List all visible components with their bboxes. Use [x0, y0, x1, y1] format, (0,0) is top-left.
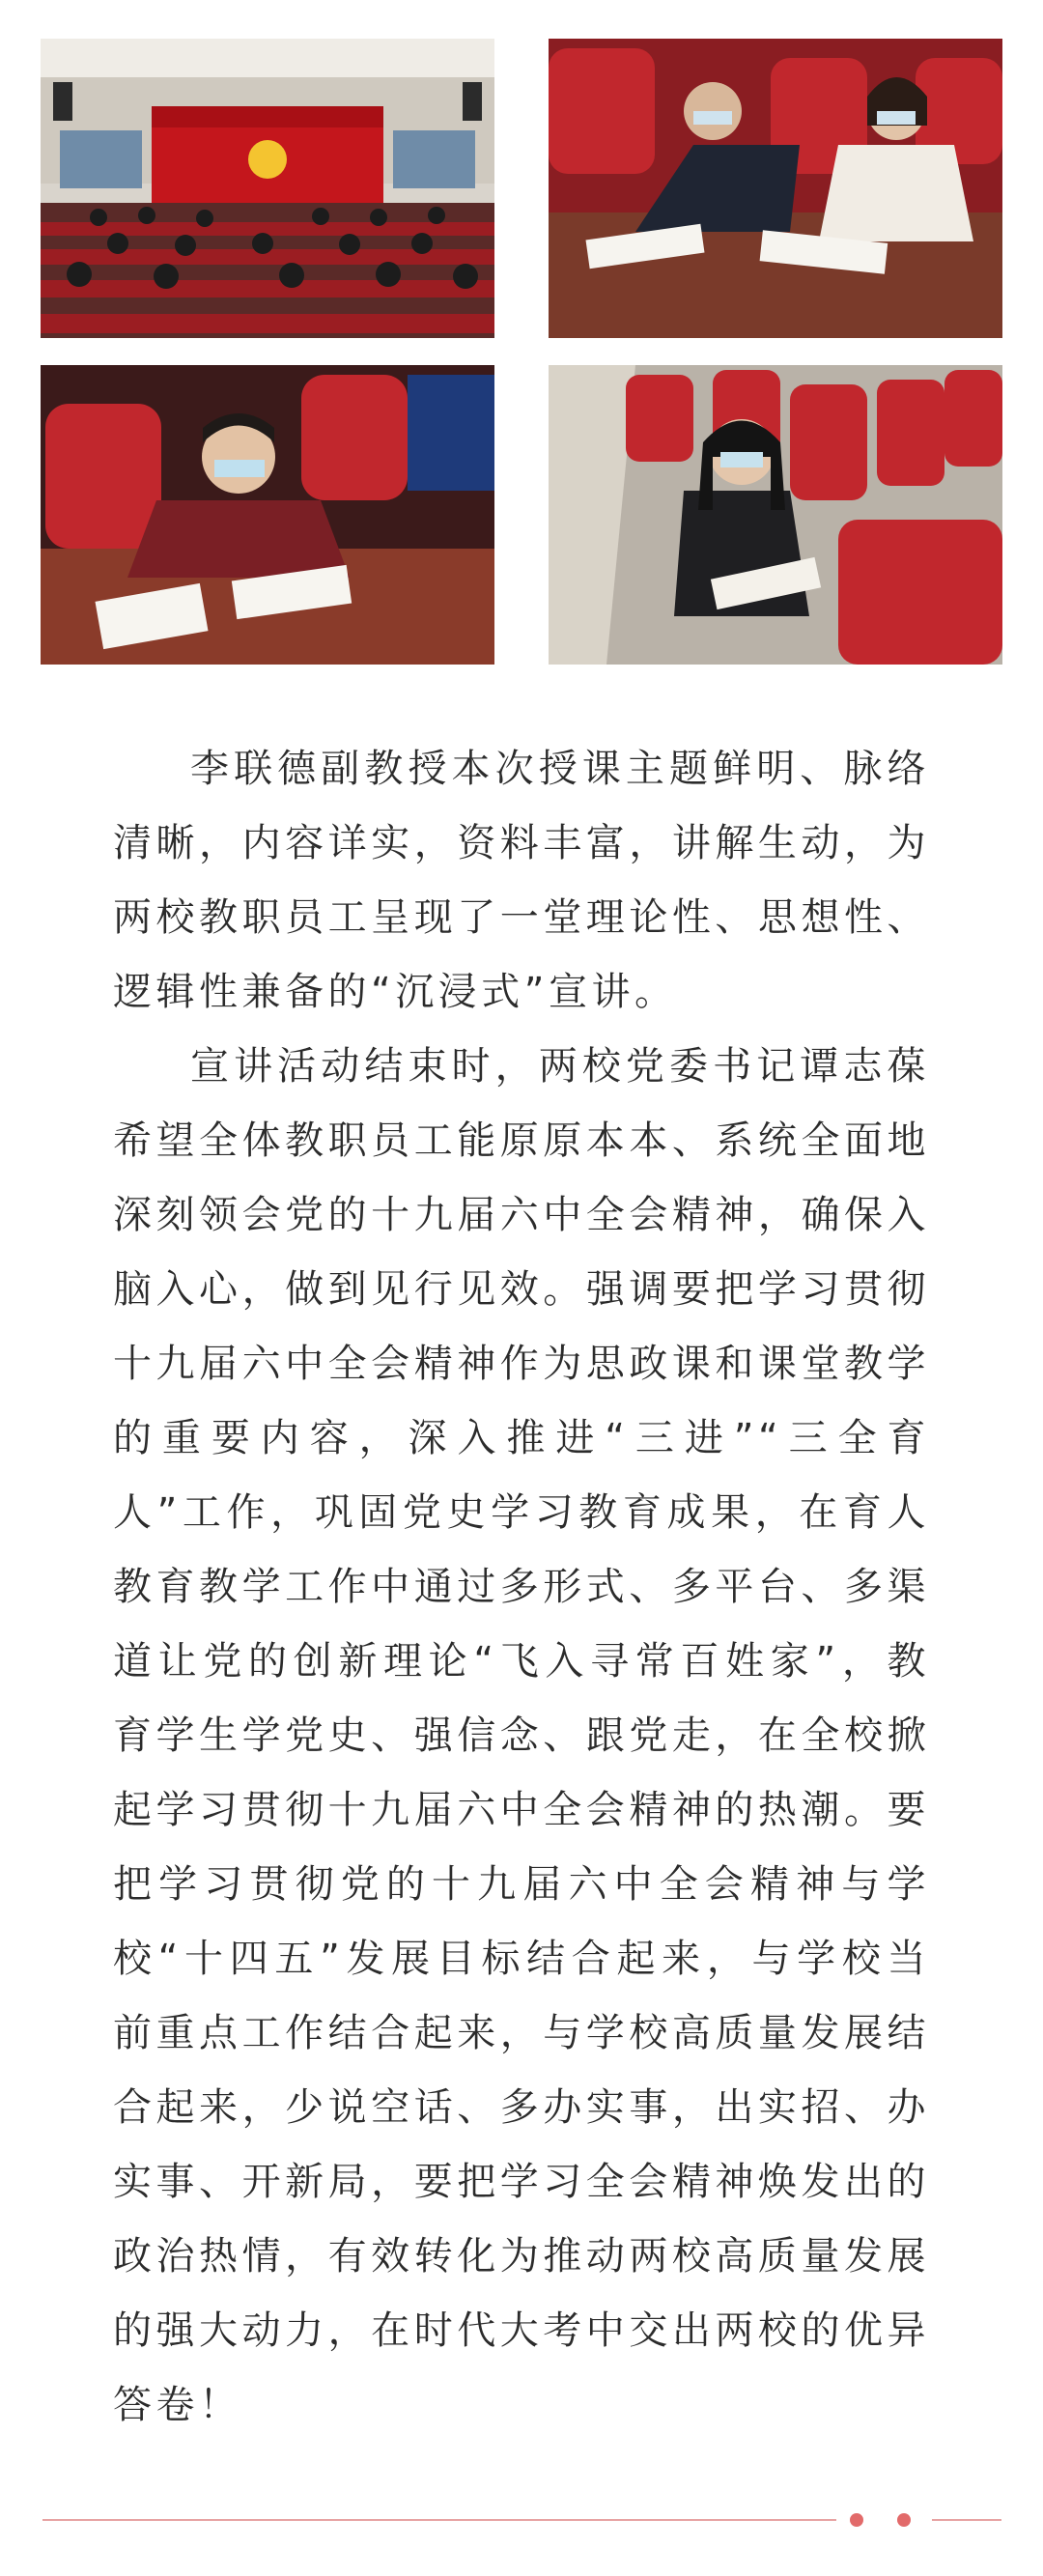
auditorium-illustration [41, 39, 494, 338]
attendee-writing-photo [41, 365, 494, 665]
attendees-illustration [549, 39, 1002, 338]
footer-dot-2 [897, 2513, 911, 2527]
article-body [113, 732, 930, 2443]
article-paragraph-1: 李联德副教授本次授课主题鲜明、脉络清晰，内容详实，资料丰富，讲解生动，为两校教职员工呈现了一堂理论性、思想性、逻辑性兼备的“沉浸式”宣讲。 [113, 747, 930, 1014]
footer-dot-1 [850, 2513, 863, 2527]
attendee-seated-illustration [549, 365, 1002, 665]
attendee-writing-illustration [41, 365, 494, 665]
footer-divider-line-end [932, 2519, 1001, 2521]
auditorium-lecture-photo [41, 39, 494, 338]
attendees-taking-notes-photo [549, 39, 1002, 338]
attendee-seated-photo [549, 365, 1002, 665]
article-paragraph-2: 宣讲活动结束时，两校党委书记谭志葆希望全体教职员工能原原本本、系统全面地深刻领会党的十九届六中全会精神，确保入脑入心，做到见行见效。强调要把学习贯彻十九届六中全会精神作为思政课和课堂教学的重要内容，深入推进“三进”“三全育人”工作，巩固党史学习教育成果，在育人教育教学工作中通过多形式、多平台、多渠道让党的创新理论“飞入寻常百姓家”，教育学生学党史、强信念、跟党走，在全校掀起学习贯彻十九届六中全会精神的热潮。要把学习贯彻党的十九届六中全会精神与学校“十四五”发展目标结合起来，与学校当前重点工作结合起来，与学校高质量发展结合起来，少说空话、多办实事，出实招、办实事、开新局，要把学习全会精神焕发出的政治热情，有效转化为推动两校高质量发展的强大动力，在时代大考中交出两校的优异答卷！ [113, 1044, 930, 2427]
footer-divider-line [42, 2519, 836, 2521]
